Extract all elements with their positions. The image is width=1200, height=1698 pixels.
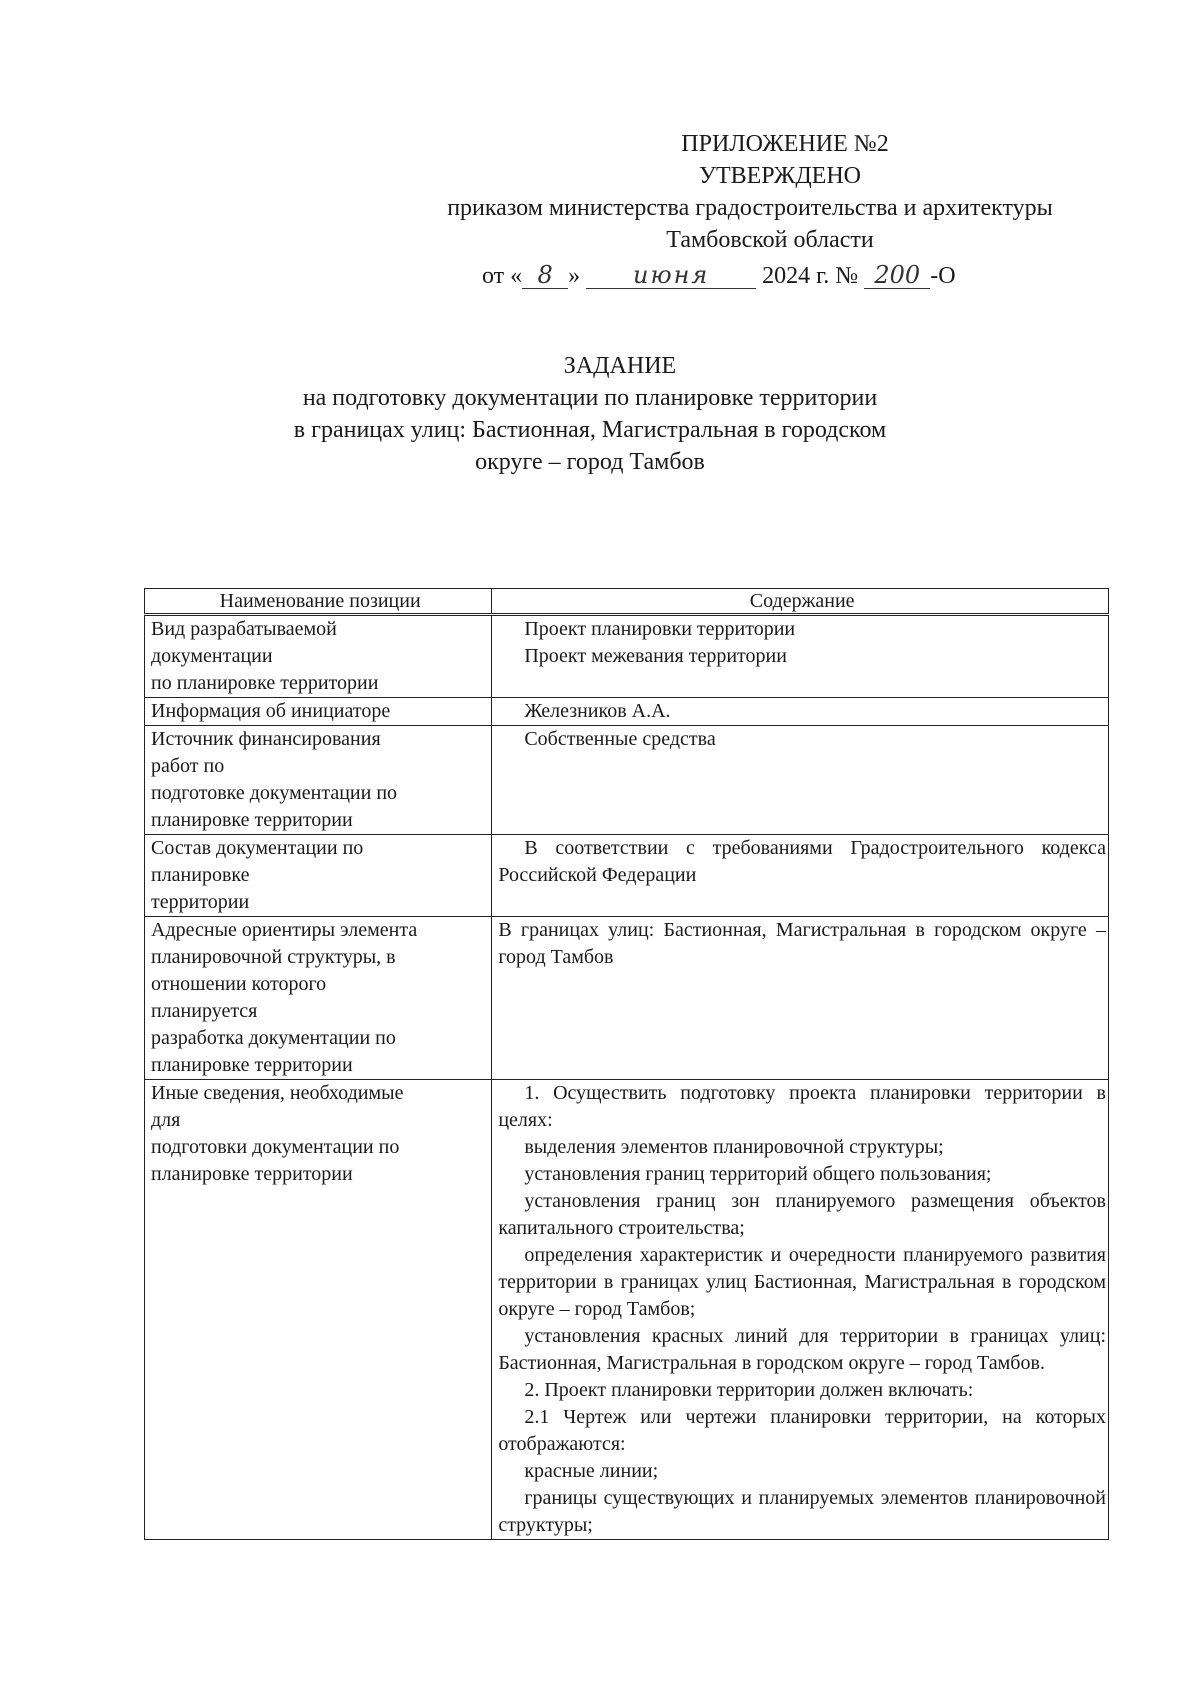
column-header-position: Наименование позиции (145, 589, 492, 615)
date-year: 2024 г. № (762, 263, 859, 289)
cell-line: Информация об инициаторе (151, 700, 391, 722)
task-subtitle-line: на подготовку документации по планировке территории (302, 385, 878, 411)
cell-paragraph: границы существующих и планируемых элементов планировочной структуры; (498, 1487, 1106, 1536)
cell-paragraph: установления красных линий для территории в границах улиц: Бастионная, Магистральная в городском округе – город Тамбов. (498, 1325, 1106, 1374)
cell-paragraph: установления границ зон планируемого размещения объектов капитального строительства; (498, 1190, 1106, 1239)
cell-paragraph: 2. Проект планировки территории должен включать: (524, 1379, 974, 1401)
row-name-cell (145, 726, 492, 835)
region-name: Тамбовской области (666, 227, 874, 253)
date-mid: » (568, 263, 581, 289)
cell-line: Состав документации по (151, 837, 364, 859)
cell-line: В соответствии с требованиями Градостроительного кодекса Российской Федерации (498, 837, 1106, 886)
table-row (145, 726, 1109, 835)
row-name-cell (145, 835, 492, 917)
cell-paragraph: определения характеристик и очередности планируемого развития территории в границах улиц Бастионная, Магистральная в городском округе – город Тамбов; (498, 1244, 1106, 1320)
cell-paragraph: красные линии; (524, 1460, 659, 1482)
cell-line: Проект планировки территории (524, 618, 796, 640)
cell-line: Адресные ориентиры элемента (151, 919, 418, 941)
table-row (145, 615, 1109, 698)
handwritten-day: 8 (522, 262, 568, 289)
cell-line: работ по (151, 755, 225, 777)
handwritten-order-number: 200 (864, 262, 930, 289)
task-subtitle-line: округе – город Тамбов (475, 449, 705, 475)
cell-paragraph: установления границ территорий общего пользования; (524, 1163, 992, 1185)
row-name-cell (145, 615, 492, 698)
order-issuer: приказом министерства градостроительства и архитектуры (447, 195, 1053, 221)
approved-label: УТВЕРЖДЕНО (698, 163, 862, 189)
row-name-cell (145, 917, 492, 1080)
cell-line: планировке (151, 864, 250, 886)
date-prefix: от « (482, 263, 523, 289)
order-suffix: -О (930, 263, 956, 289)
cell-line: территории (151, 891, 250, 913)
row-content-cell (492, 1080, 1109, 1540)
cell-paragraph: выделения элементов планировочной структуры; (524, 1136, 944, 1158)
cell-line: планировке территории (151, 1163, 353, 1185)
cell-line: подготовке документации по (151, 782, 398, 804)
cell-line: Железников А.А. (524, 700, 671, 722)
task-heading (240, 350, 1000, 478)
cell-line: по планировке территории (151, 672, 379, 694)
column-header-content: Содержание (492, 589, 1109, 615)
table-row (145, 698, 1109, 726)
task-title: ЗАДАНИЕ (563, 353, 677, 379)
row-content-cell (492, 698, 1109, 726)
cell-line: Проект межевания территории (524, 645, 787, 667)
cell-line: планировке территории (151, 1054, 353, 1076)
cell-line: Иные сведения, необходимые (151, 1082, 404, 1104)
cell-line: разработка документации по (151, 1027, 396, 1049)
row-name-cell (145, 1080, 492, 1540)
cell-line: В границах улиц: Бастионная, Магистральная в городском округе – город Тамбов (498, 919, 1106, 968)
task-subtitle-line: в границах улиц: Бастионная, Магистральная в городском (293, 417, 887, 443)
cell-line: подготовки документации по (151, 1136, 400, 1158)
cell-line: отношении которого (151, 973, 327, 995)
order-date-line (482, 260, 956, 292)
row-name-cell (145, 698, 492, 726)
cell-line: для (151, 1109, 181, 1131)
cell-paragraph: 1. Осуществить подготовку проекта планировки территории в целях: (498, 1082, 1106, 1131)
cell-line: Вид разрабатываемой (151, 618, 337, 640)
cell-line: планировке территории (151, 809, 353, 831)
handwritten-month: июня (586, 262, 756, 289)
cell-line: документации (151, 645, 273, 667)
approval-block (390, 128, 1110, 256)
table-row (145, 917, 1109, 1080)
task-table (144, 588, 1109, 1540)
cell-line: Источник финансирования (151, 728, 381, 750)
row-content-cell (492, 917, 1109, 1080)
table-header-row (145, 589, 1109, 615)
cell-line: Собственные средства (524, 728, 716, 750)
cell-paragraph: 2.1 Чертеж или чертежи планировки территории, на которых отображаются: (498, 1406, 1106, 1455)
appendix-label: ПРИЛОЖЕНИЕ №2 (681, 131, 889, 157)
row-content-cell (492, 835, 1109, 917)
row-content-cell (492, 726, 1109, 835)
table-row (145, 1080, 1109, 1540)
table-row (145, 835, 1109, 917)
cell-line: планируется (151, 1000, 258, 1022)
row-content-cell (492, 615, 1109, 698)
cell-line: планировочной структуры, в (151, 946, 396, 968)
